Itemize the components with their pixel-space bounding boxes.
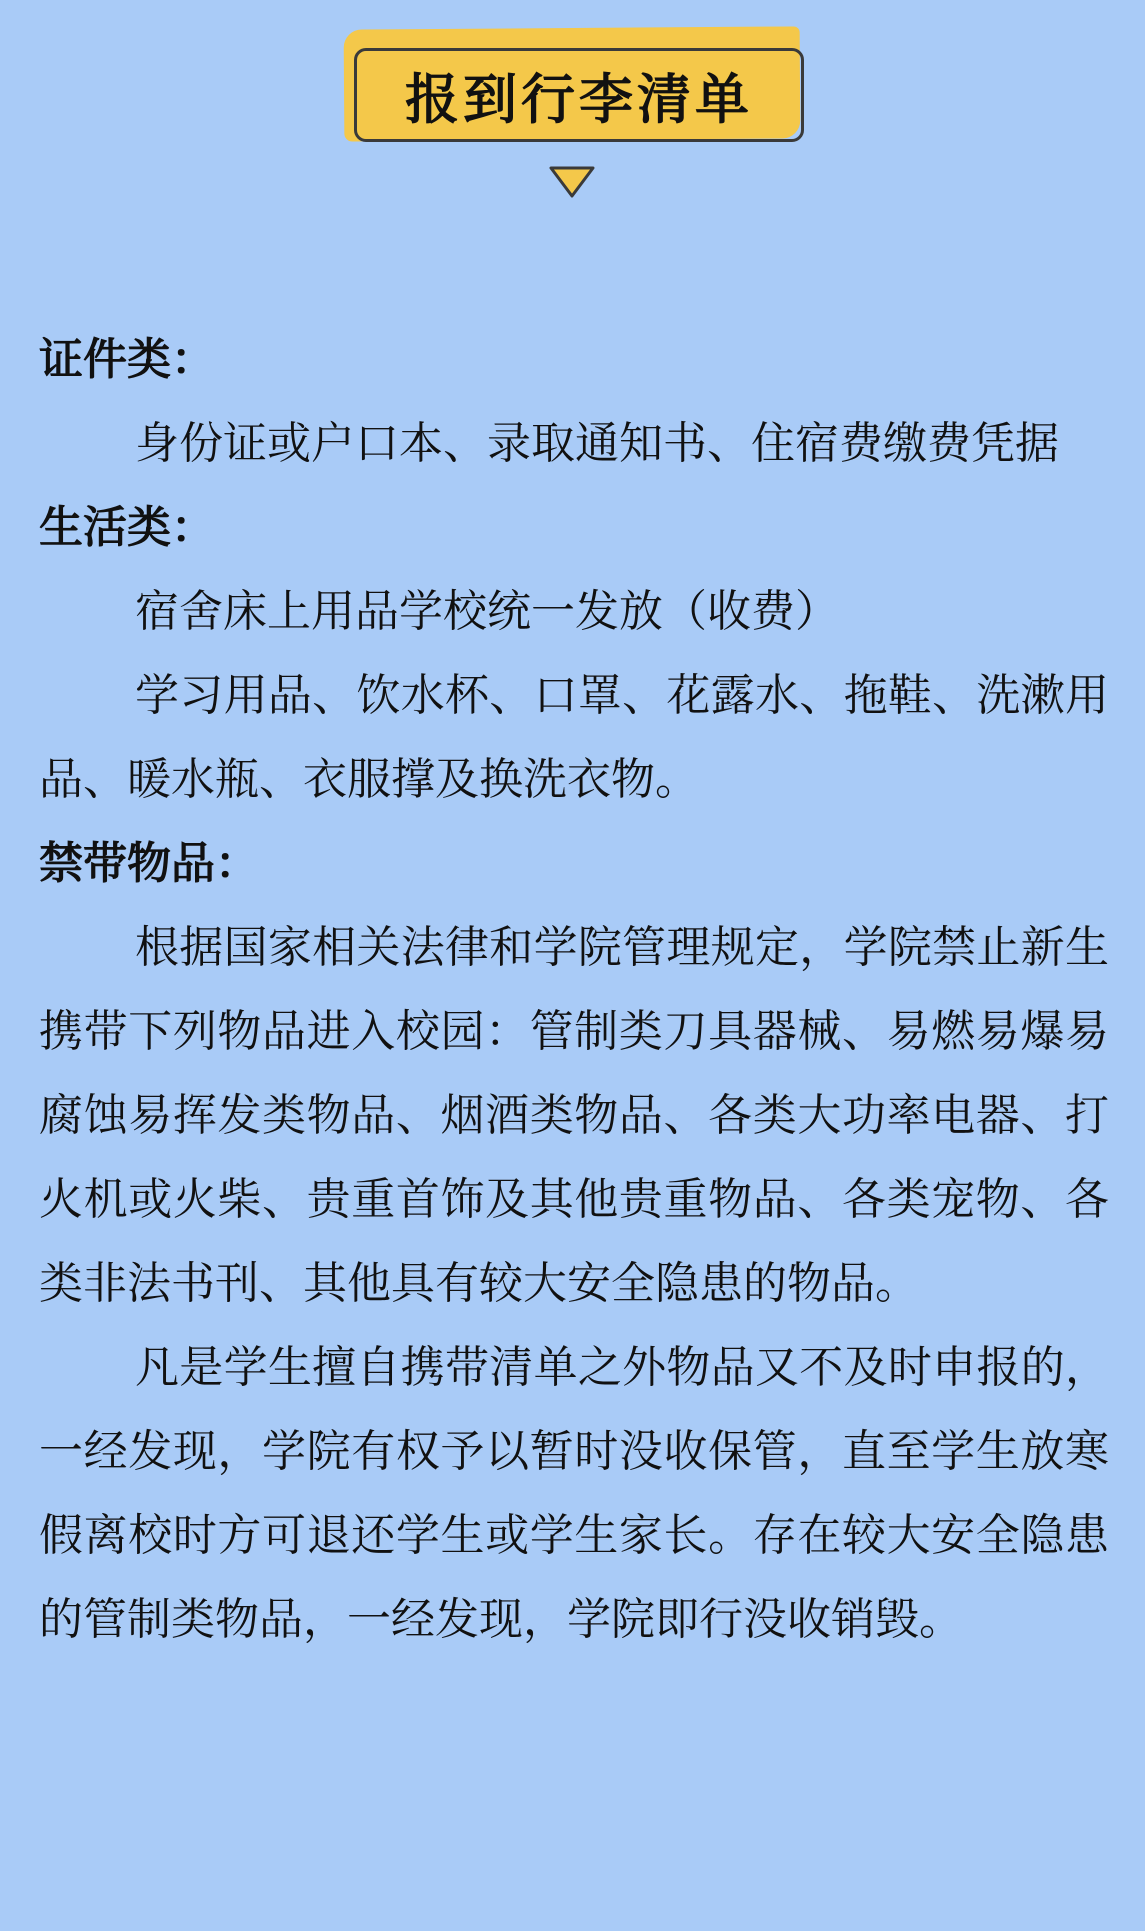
page-title: 报到行李清单: [354, 48, 804, 142]
checklist-content: [39, 318, 1109, 1662]
section-heading-daily-items: 生活类：: [39, 502, 215, 553]
triangle-down-icon: [549, 166, 595, 198]
prohibited-text-1: 根据国家相关法律和学院管理规定，学院禁止新生携带下列物品进入校园：管制类刀具器械、易燃易爆易腐蚀易挥发类物品、烟酒类物品、各类大功率电器、打火机或火柴、贵重首饰及其他贵重物品、各类宠物、各类非法书刊、其他具有较大安全隐患的物品。: [39, 922, 1109, 1309]
prohibited-text-2: 凡是学生擅自携带清单之外物品又不及时申报的，一经发现，学院有权予以暂时没收保管，直至学生放寒假离校时方可退还学生或学生家长。存在较大安全隐患的管制类物品，一经发现，学院即行没收销毁。: [39, 1342, 1109, 1645]
section-heading-documents: 证件类：: [39, 334, 215, 385]
documents-text: 身份证或户口本、录取通知书、住宿费缴费凭据: [135, 418, 1059, 469]
title-banner: [344, 28, 814, 148]
daily-items-text-1: 宿舍床上用品学校统一发放（收费）: [135, 586, 839, 637]
daily-items-text-2: 学习用品、饮水杯、口罩、花露水、拖鞋、洗漱用品、暖水瓶、衣服撑及换洗衣物。: [39, 670, 1109, 805]
section-heading-prohibited: 禁带物品：: [39, 838, 259, 889]
